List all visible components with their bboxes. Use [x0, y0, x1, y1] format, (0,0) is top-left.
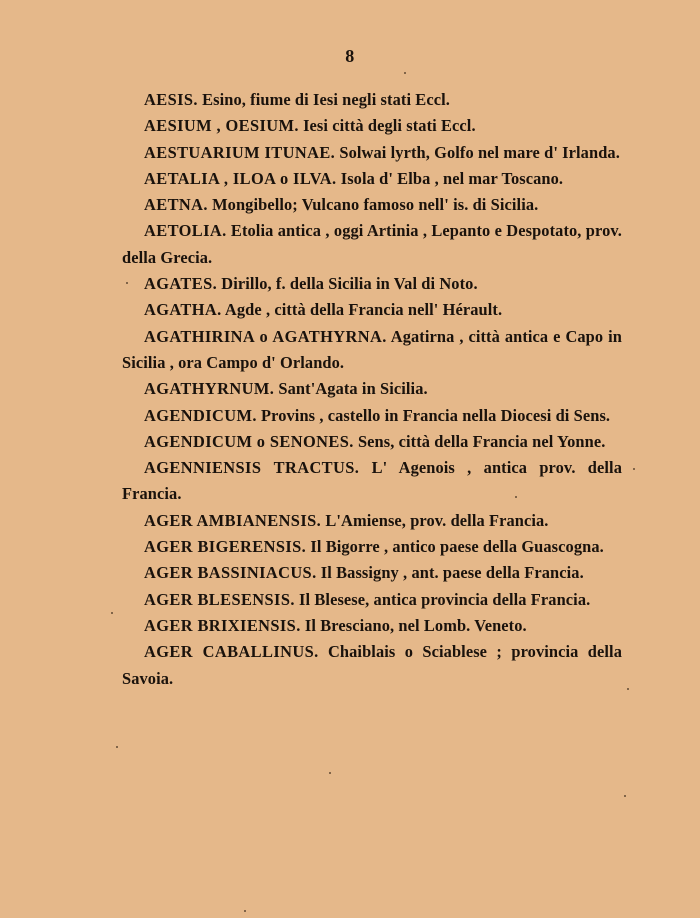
entry [122, 297, 622, 323]
entry [122, 587, 622, 613]
entry-text: Esino, fiume di Iesi negli stati Eccl. [202, 90, 450, 109]
entry-head: AGATHIRINA o AGATHYRNA. [144, 326, 387, 346]
entry-head: AESTUARIUM ITUNAE. [144, 142, 336, 162]
entry-text: Il Bresciano, nel Lomb. Veneto. [304, 615, 527, 635]
scan-speck [116, 746, 118, 748]
dictionary-entries [122, 87, 622, 692]
scan-speck [404, 72, 406, 74]
entry [122, 639, 622, 692]
scan-speck [627, 688, 629, 690]
entry-text: L' Agenois , antica prov. della Francia. [122, 458, 622, 504]
scan-speck [329, 772, 331, 774]
entry-head: AGATHYRNUM. [144, 379, 275, 399]
entry-text: Iesi città degli stati Eccl. [303, 116, 476, 136]
entry-text: Il Bassigny , ant. paese della Francia. [320, 563, 584, 583]
entry-text: Agde , città della Francia nell' Hérault. [224, 300, 503, 320]
scan-speck [111, 612, 113, 614]
entry-text: Mongibello; Vulcano famoso nell' is. di Sicilia. [212, 195, 539, 215]
entry-head: AGER BIGERENSIS. [144, 537, 307, 557]
entry-text: Chaiblais o Sciablese ; provincia della Savoia. [122, 642, 622, 688]
entry-head: AGER CABALLINUS. [144, 642, 319, 662]
entry [122, 613, 622, 639]
entry-head: AGER AMBIANENSIS. [144, 510, 322, 530]
entry-text: Isola d' Elba , nel mar Toscano. [340, 168, 564, 188]
entry-head: AESIUM , OESIUM. [144, 116, 299, 136]
entry [122, 271, 622, 297]
entry [122, 534, 622, 560]
entry-text: Solwai lyrth, Golfo nel mare d' Irlanda. [339, 142, 620, 162]
entry-text: Sant'Agata in Sicilia. [278, 379, 428, 399]
entry-text: Sens, città della Francia nel Yonne. [357, 431, 606, 451]
page-number: 8 [345, 46, 355, 66]
entry [122, 87, 622, 113]
entry [122, 140, 622, 166]
entry-head: AGER BLESENSIS. [144, 589, 295, 609]
entry-head: AGENNIENSIS TRACTUS. [144, 458, 360, 478]
scan-speck [244, 910, 246, 912]
entry-head: AGATHA. [144, 300, 222, 320]
entry [122, 376, 622, 402]
entry-text: Provins , castello in Francia nella Diocesi di Sens. [261, 405, 611, 425]
entry-head: AESIS. [144, 90, 198, 109]
entry-text: Il Bigorre , antico paese della Guascogna. [310, 537, 604, 557]
entry [122, 218, 622, 271]
entry [122, 455, 622, 508]
entry-head: AETNA. [144, 195, 208, 215]
entry-text: Etolia antica , oggi Artinia , Lepanto e Despotato, prov. della Grecia. [122, 221, 622, 267]
entry-head: AGENDICUM o SENONES. [144, 431, 354, 451]
entry-head: AGENDICUM. [144, 405, 257, 425]
entry [122, 508, 622, 534]
entry [122, 403, 622, 429]
entry-text: L'Amiense, prov. della Francia. [325, 510, 549, 530]
entry-text: Il Blesese, antica provincia della Francia. [299, 589, 591, 609]
entry-text: Dirillo, f. della Sicilia in Val di Noto. [221, 274, 478, 294]
entry-text: Agatirna , città antica e Capo in Sicilia , ora Campo d' Orlando. [122, 326, 622, 372]
entry-head: AETALIA , ILOA o ILVA. [144, 168, 337, 188]
entry-head: AGER BASSINIACUS. [144, 563, 317, 583]
scan-speck [624, 795, 626, 797]
entry [122, 560, 622, 586]
entry [122, 429, 622, 455]
entry [122, 113, 622, 139]
entry-head: AETOLIA. [144, 221, 227, 241]
entry [122, 324, 622, 377]
entry [122, 192, 622, 218]
scan-speck [515, 496, 517, 498]
entry-head: AGER BRIXIENSIS. [144, 615, 301, 635]
entry [122, 166, 622, 192]
scan-speck [633, 468, 635, 470]
scan-speck [126, 282, 128, 284]
entry-head: AGATES. [144, 274, 218, 294]
